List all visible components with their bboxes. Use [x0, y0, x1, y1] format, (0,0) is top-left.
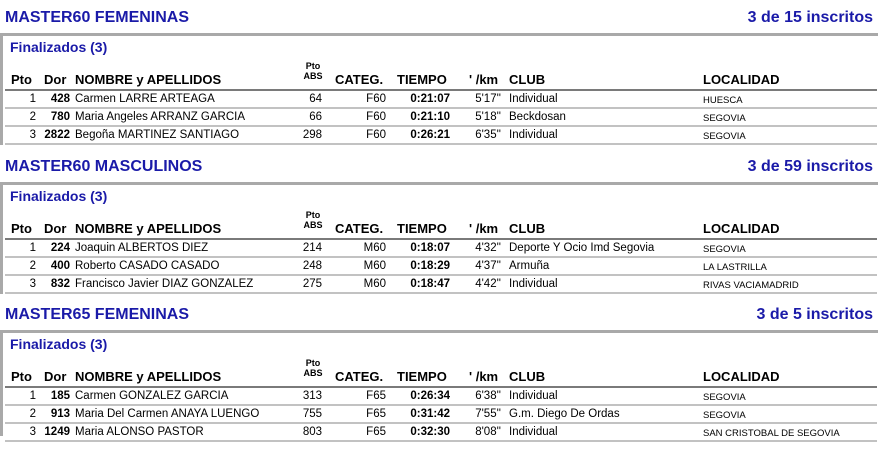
cell-pace: 4'32'' — [475, 242, 501, 254]
cell-pto: 3 — [29, 129, 36, 141]
cell-categ: M60 — [363, 242, 386, 254]
cell-abs: 803 — [302, 426, 322, 438]
finished-subtitle: Finalizados (3) — [10, 39, 108, 55]
header-club: CLUB — [509, 369, 546, 384]
cell-name: Maria Del Carmen ANAYA LUENGO — [75, 408, 260, 420]
header-localidad: LOCALIDAD — [703, 72, 780, 87]
header-pto: Pto — [11, 221, 32, 236]
cell-club: Beckdosan — [509, 111, 566, 123]
cell-categ: F60 — [366, 93, 386, 105]
header-localidad: LOCALIDAD — [703, 369, 780, 384]
cell-categ: M60 — [363, 278, 386, 290]
cell-club: Individual — [509, 278, 558, 290]
cell-categ: M60 — [363, 260, 386, 272]
section-title: MASTER60 MASCULINOS — [5, 158, 203, 175]
header-pace: ' /km — [469, 369, 499, 384]
cell-name: Roberto CASADO CASADO — [75, 260, 220, 272]
cell-pace: 5'17'' — [475, 93, 501, 105]
cell-tiempo: 0:26:34 — [410, 390, 450, 402]
table-header — [0, 59, 885, 89]
header-pto-abs — [301, 61, 325, 81]
cell-localidad: RIVAS VACIAMADRID — [703, 280, 799, 291]
header-localidad: LOCALIDAD — [703, 221, 780, 236]
cell-name: Carmen LARRE ARTEAGA — [75, 93, 215, 105]
cell-club: Individual — [509, 129, 558, 141]
header-pto-abs — [301, 210, 325, 230]
header-pto-abs-bottom: ABS — [303, 220, 323, 230]
header-club: CLUB — [509, 72, 546, 87]
results-table — [0, 91, 885, 145]
cell-club: Individual — [509, 93, 558, 105]
header-tiempo: TIEMPO — [397, 221, 447, 236]
cell-categ: F65 — [366, 408, 386, 420]
cell-categ: F65 — [366, 390, 386, 402]
cell-dor: 185 — [50, 390, 70, 402]
table-row — [0, 258, 885, 276]
cell-tiempo: 0:21:07 — [410, 93, 450, 105]
table-header — [0, 356, 885, 386]
cell-localidad: SEGOVIA — [703, 113, 746, 124]
header-pace: ' /km — [469, 221, 499, 236]
cell-club: G.m. Diego De Ordas — [509, 408, 620, 420]
cell-abs: 66 — [309, 111, 322, 123]
cell-localidad: LA LASTRILLA — [703, 262, 767, 273]
header-dor: Dor — [44, 369, 67, 384]
cell-pto: 3 — [29, 426, 36, 438]
cell-pace: 6'38'' — [475, 390, 501, 402]
cell-name: Francisco Javier DIAZ GONZALEZ — [75, 278, 254, 290]
cell-pace: 7'55'' — [475, 408, 501, 420]
section-divider — [0, 330, 878, 333]
cell-name: Maria ALONSO PASTOR — [75, 426, 204, 438]
cell-pace: 8'08'' — [475, 426, 501, 438]
cell-abs: 313 — [302, 390, 322, 402]
cell-localidad: SEGOVIA — [703, 392, 746, 403]
cell-pto: 2 — [29, 111, 36, 123]
table-row — [0, 109, 885, 127]
table-row — [0, 388, 885, 406]
cell-dor: 428 — [50, 93, 70, 105]
header-categ: CATEG. — [335, 369, 384, 384]
section-title: MASTER60 FEMENINAS — [5, 9, 190, 26]
header-tiempo: TIEMPO — [397, 369, 447, 384]
results-table — [0, 240, 885, 294]
cell-tiempo: 0:18:47 — [410, 278, 450, 290]
header-club: CLUB — [509, 221, 546, 236]
cell-dor: 832 — [50, 278, 70, 290]
cell-pace: 5'18'' — [475, 111, 501, 123]
cell-abs: 248 — [302, 260, 322, 272]
cell-tiempo: 0:18:29 — [410, 260, 450, 272]
finished-subtitle: Finalizados (3) — [10, 336, 108, 352]
table-row — [0, 240, 885, 258]
cell-tiempo: 0:18:07 — [410, 242, 450, 254]
header-pto-abs-top: Pto — [305, 358, 321, 368]
header-categ: CATEG. — [335, 72, 384, 87]
header-name: NOMBRE y APELLIDOS — [75, 72, 222, 87]
results-table — [0, 388, 885, 442]
cell-name: Joaquin ALBERTOS DIEZ — [75, 242, 209, 254]
table-row — [0, 91, 885, 109]
cell-name: Maria Angeles ARRANZ GARCIA — [75, 111, 246, 123]
cell-pace: 4'37'' — [475, 260, 501, 272]
cell-dor: 2822 — [44, 129, 70, 141]
cell-name: Begoña MARTINEZ SANTIAGO — [75, 129, 240, 141]
header-pto-abs-bottom: ABS — [303, 71, 323, 81]
cell-tiempo: 0:26:21 — [410, 129, 450, 141]
cell-dor: 1249 — [44, 426, 70, 438]
cell-tiempo: 0:21:10 — [410, 111, 450, 123]
cell-club: Individual — [509, 390, 558, 402]
cell-localidad: SEGOVIA — [703, 410, 746, 421]
cell-pto: 2 — [29, 408, 36, 420]
header-pto: Pto — [11, 369, 32, 384]
header-categ: CATEG. — [335, 221, 384, 236]
cell-localidad: SEGOVIA — [703, 131, 746, 142]
section-title: MASTER65 FEMENINAS — [5, 306, 190, 323]
cell-categ: F60 — [366, 111, 386, 123]
section-count: 3 de 59 inscritos — [747, 158, 873, 175]
cell-localidad: HUESCA — [703, 95, 743, 106]
cell-club: Armuña — [509, 260, 550, 272]
finished-subtitle: Finalizados (3) — [10, 188, 108, 204]
section-divider — [0, 182, 878, 185]
cell-club: Individual — [509, 426, 558, 438]
cell-localidad: SEGOVIA — [703, 244, 746, 255]
cell-abs: 275 — [302, 278, 322, 290]
cell-pace: 4'42'' — [475, 278, 501, 290]
table-header — [0, 208, 885, 238]
cell-pto: 2 — [29, 260, 36, 272]
header-pto-abs-top: Pto — [305, 210, 321, 220]
cell-name: Carmen GONZALEZ GARCIA — [75, 390, 229, 402]
cell-abs: 64 — [309, 93, 322, 105]
header-dor: Dor — [44, 221, 67, 236]
cell-pto: 3 — [29, 278, 36, 290]
header-name: NOMBRE y APELLIDOS — [75, 221, 222, 236]
header-dor: Dor — [44, 72, 67, 87]
table-row — [0, 127, 885, 145]
header-pto-abs-bottom: ABS — [303, 368, 323, 378]
cell-categ: F60 — [366, 129, 386, 141]
table-row — [0, 406, 885, 424]
header-tiempo: TIEMPO — [397, 72, 447, 87]
table-row — [0, 276, 885, 294]
cell-abs: 214 — [302, 242, 322, 254]
cell-dor: 224 — [50, 242, 70, 254]
section-count: 3 de 15 inscritos — [747, 9, 873, 26]
cell-pto: 1 — [29, 242, 36, 254]
cell-localidad: SAN CRISTOBAL DE SEGOVIA — [703, 428, 840, 439]
section-divider — [0, 33, 878, 36]
cell-dor: 780 — [50, 111, 70, 123]
header-pto-abs — [301, 358, 325, 378]
cell-pto: 1 — [29, 390, 36, 402]
cell-club: Deporte Y Ocio Imd Segovia — [509, 242, 655, 254]
header-pto-abs-top: Pto — [305, 61, 321, 71]
cell-abs: 755 — [302, 408, 322, 420]
header-pace: ' /km — [469, 72, 499, 87]
cell-categ: F65 — [366, 426, 386, 438]
cell-pto: 1 — [29, 93, 36, 105]
cell-pace: 6'35'' — [475, 129, 501, 141]
section-count: 3 de 5 inscritos — [756, 306, 873, 323]
cell-abs: 298 — [302, 129, 322, 141]
cell-tiempo: 0:31:42 — [410, 408, 450, 420]
table-row — [0, 424, 885, 442]
cell-tiempo: 0:32:30 — [410, 426, 450, 438]
header-name: NOMBRE y APELLIDOS — [75, 369, 222, 384]
cell-dor: 400 — [50, 260, 70, 272]
cell-dor: 913 — [50, 408, 70, 420]
header-pto: Pto — [11, 72, 32, 87]
